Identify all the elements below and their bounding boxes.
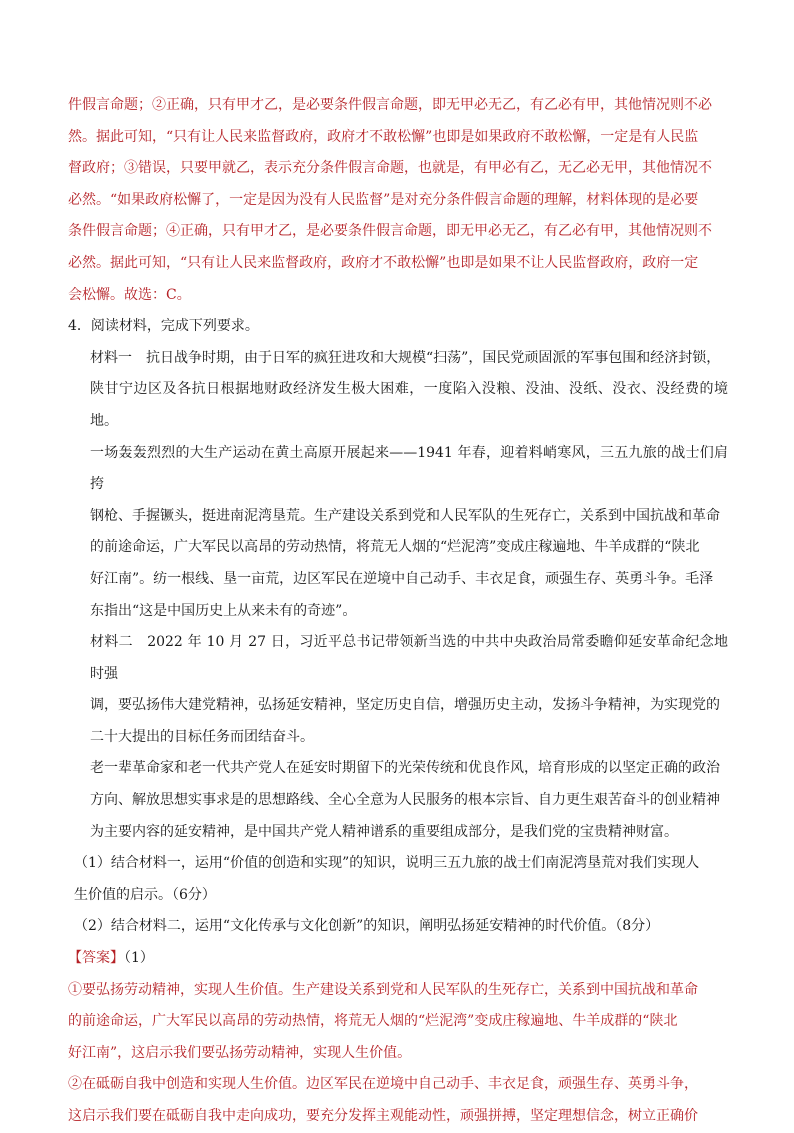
material-line: 钢枪、手握镢头，挺进南泥湾垦荒。生产建设关系到党和人民军队的生死存亡，关系到中国抗战和革命 (90, 507, 720, 524)
material-line: 陕甘宁边区及各抗日根据地财政经济发生极大困难，一度陷入没粮、没油、没纸、没衣、没经费的境地。 (90, 381, 728, 429)
material-line: 二十大提出的目标任务而团结奋斗。 (90, 728, 314, 745)
material-line: 材料一 抗日战争时期，由于日军的疯狂进攻和大规模“扫荡”，国民党顽固派的军事包围和经济封锁， (90, 349, 721, 366)
previous-answer-analysis (68, 90, 728, 311)
analysis-line: 然。据此可知，“只有让人民来监督政府，政府才不敢松懈”也即是如果政府不敢松懈，一定是有人民监 (68, 128, 699, 145)
sub-question-line: （1）结合材料一，运用“价值的创造和实现”的知识，说明三五九旅的战士们南泥湾垦荒对我们实现人 (74, 855, 700, 872)
answer-line: 这启示我们要在砥砺自我中走向成功，要充分发挥主观能动性，顽强拼搏，坚定理想信念，树立正确价 (68, 1108, 698, 1124)
answer-line: ①要弘扬劳动精神，实现人生价值。生产建设关系到党和人民军队的生死存亡，关系到中国抗战和革命 (68, 981, 698, 998)
answer-line: 好江南”，这启示我们要弘扬劳动精神，实现人生价值。 (68, 1044, 412, 1061)
material-line: 调，要弘扬伟大建党精神，弘扬延安精神，坚定历史自信，增强历史主动，发扬斗争精神，为实现党的 (90, 697, 720, 714)
material-line: 材料二 2022 年 10 月 27 日，习近平总书记带领新当选的中共中央政治局常委瞻仰延安革命纪念地时强 (90, 634, 728, 682)
analysis-line: 必然。“如果政府松懈了，一定是因为没有人民监督”是对充分条件假言命题的理解，材料体现的是必要 (68, 191, 699, 208)
analysis-line: 条件假言命题；④正确，只有甲才乙，是必要条件假言命题，即无甲必无乙，有乙必有甲，其他情况则不 (68, 223, 712, 240)
page-content (68, 90, 728, 1133)
material-line: 一场轰轰烈烈的大生产运动在黄土高原开展起来——1941 年春，迎着料峭寒风，三五九旅的战士们肩挎 (90, 444, 728, 493)
analysis-line: 件假言命题；②正确，只有甲才乙，是必要条件假言命题，即无甲必无乙，有乙必有甲，其他情况则不必 (68, 97, 712, 113)
analysis-line: 必然。据此可知，“只有让人民来监督政府，政府才不敢松懈”也即是如果不让人民监督政府，政府一定 (68, 254, 699, 271)
material-one (68, 343, 728, 627)
question-title: 4．阅读材料，完成下列要求。 (68, 318, 259, 335)
analysis-line: 会松懈。故选：C。 (68, 286, 191, 303)
answer-line: 的前途命运，广大军民以高昂的劳动热情，将荒无人烟的“烂泥湾”变成庄稼遍地、牛羊成群的“陕北 (68, 1013, 678, 1030)
answer-heading (68, 943, 728, 975)
analysis-line: 督政府；③错误，只要甲就乙，表示充分条件假言命题，也就是，有甲必有乙，无乙必无甲，其他情况不 (68, 160, 712, 177)
answer-label-suffix: （1） (124, 950, 154, 967)
answer-point-1 (68, 975, 728, 1070)
material-line: 好江南”。纺一根线、垦一亩荒，边区军民在逆境中自己动手、丰衣足食，顽强生存、英勇斗争。毛泽 (90, 570, 714, 587)
sub-question-line: 生价值的启示。（6分） (74, 886, 216, 903)
material-line: 东指出“这是中国历史上从来未有的奇迹”。 (90, 602, 357, 619)
sub-question-1 (68, 848, 728, 911)
answer-line: ②在砥砺自我中创造和实现人生价值。边区军民在逆境中自己动手、丰衣足食，顽强生存、英勇斗争， (68, 1076, 698, 1093)
material-line: 为主要内容的延安精神，是中国共产党人精神谱系的重要组成部分，是我们党的宝贵精神财富。 (90, 823, 678, 840)
answer-point-2 (68, 1069, 728, 1132)
material-line: 的前途命运，广大军民以高昂的劳动热情，将荒无人烟的“烂泥湾”变成庄稼遍地、牛羊成群的“陕北 (90, 539, 700, 556)
material-two (68, 627, 728, 848)
material-line: 老一辈革命家和老一代共产党人在延安时期留下的光荣传统和优良作风，培育形成的以坚定正确的政治 (90, 760, 720, 777)
answer-label: 【答案】 (68, 950, 124, 967)
sub-question-2: （2）结合材料二，运用“文化传承与文化创新”的知识，阐明弘扬延安精神的时代价值。（8分） (74, 918, 660, 935)
material-line: 方向、解放思想实事求是的思想路线、全心全意为人民服务的根本宗旨、自力更生艰苦奋斗的创业精神 (90, 792, 720, 809)
